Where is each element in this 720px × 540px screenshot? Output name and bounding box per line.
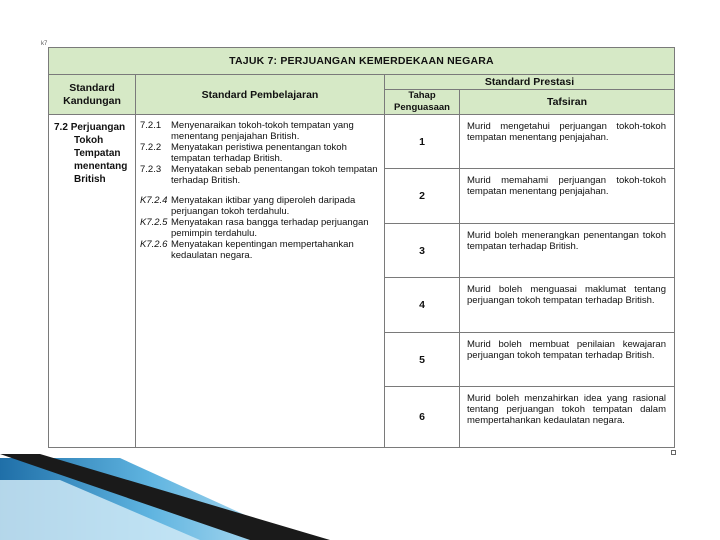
header-standard-pembelajaran: Standard Pembelajaran (136, 75, 385, 115)
sp-item (140, 195, 382, 217)
sp-code: K7.2.5 (140, 217, 168, 228)
performance-standard-table (48, 47, 675, 448)
tahap-cell: 1 (385, 115, 460, 169)
sp-item (140, 164, 382, 186)
tafsiran-cell: Murid boleh menguasai maklumat tentang perjuangan tokoh tempatan terhadap British. (460, 278, 675, 333)
sp-code: K7.2.4 (140, 195, 168, 206)
sk-line: menentang (74, 161, 128, 172)
sp-code: 7.2.3 (140, 164, 162, 175)
sk-code: 7.2 (54, 122, 68, 133)
tafsiran-cell: Murid boleh membuat penilaian kewajaran perjuangan tokoh tempatan terhadap British. (460, 333, 675, 387)
tahap-cell: 3 (385, 224, 460, 278)
header-standard-kandungan: Standard Kandungan (49, 75, 136, 115)
tafsiran-cell: Murid boleh menzahirkan idea yang rasional tentang perjuangan tokoh tempatan dalam mempertahankan kedaulatan negara. (460, 387, 675, 448)
sk-line: British (74, 174, 106, 185)
header-tahap-penguasaan: Tahap Penguasaan (385, 90, 460, 115)
tafsiran-cell: Murid boleh menerangkan penentangan tokoh tempatan terhadap British. (460, 224, 675, 278)
slide-decoration (0, 440, 720, 540)
sk-line: Tempatan (74, 148, 121, 159)
tahap-cell: 2 (385, 169, 460, 224)
sp-text: Menyatakan iktibar yang diperoleh daripada perjuangan tokoh terdahulu. (171, 195, 356, 217)
sp-code: 7.2.1 (140, 120, 162, 131)
sp-text: Menyatakan sebab penentangan tokoh tempatan terhadap British. (171, 164, 378, 186)
sp-text: Menyatakan rasa bangga terhadap perjuangan pemimpin terdahulu. (171, 217, 369, 239)
sk-line: Perjuangan (70, 122, 126, 133)
sp-code: 7.2.2 (140, 142, 162, 153)
standard-pembelajaran-cell (136, 115, 385, 448)
sk-line: Tokoh (74, 135, 104, 146)
sp-code: K7.2.6 (140, 239, 168, 250)
tahap-cell: 6 (385, 387, 460, 448)
tahap-cell: 4 (385, 278, 460, 333)
tahap-cell: 5 (385, 333, 460, 387)
sp-item (140, 239, 382, 261)
sp-item (140, 142, 382, 164)
header-tafsiran: Tafsiran (460, 90, 675, 115)
sp-item (140, 217, 382, 239)
tafsiran-cell: Murid memahami perjuangan tokoh-tokoh tempatan menentang penjajahan. (460, 169, 675, 224)
page-mark: k7 (41, 41, 48, 47)
sp-item (140, 120, 382, 142)
sp-text: Menyenaraikan tokoh-tokoh tempatan yang menentang penjajahan British. (171, 120, 354, 142)
tafsiran-cell: Murid mengetahui perjuangan tokoh-tokoh tempatan menentang penjajahan. (460, 115, 675, 169)
sp-text: Menyatakan kepentingan mempertahankan kedaulatan negara. (171, 239, 354, 261)
header-standard-prestasi: Standard Prestasi (385, 75, 675, 90)
table-title: TAJUK 7: PERJUANGAN KEMERDEKAAN NEGARA (49, 48, 675, 75)
standard-kandungan-cell (49, 115, 136, 448)
sp-text: Menyatakan peristiwa penentangan tokoh tempatan terhadap British. (171, 142, 347, 164)
